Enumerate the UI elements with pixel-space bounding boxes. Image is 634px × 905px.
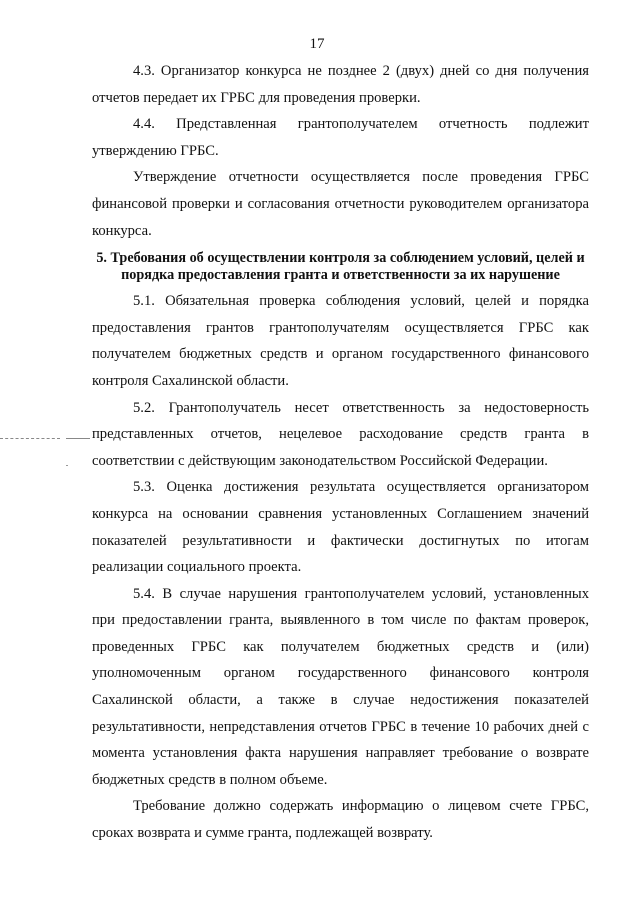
paragraph-5-4: 5.4. В случае нарушения грантополучателем условий, установленных при предоставлении гранта, выявленного в том числе по фактам проверок, проведенных ГРБС как получателем бюджетных средств и (или) уполномоченным органом государственного финансового контроля Сахалинской области, а также в случае недостижения показателей результативности, непредставления отчетов ГРБС в течение 10 рабочих дней с момента установления факта нарушения направляет требование о возврате бюджетных средств в полном объеме. (92, 585, 589, 788)
page-number: 17 (309, 36, 325, 52)
paragraph-approval: Утверждение отчетности осуществляется после проведения ГРБС финансовой проверки и согласования отчетности руководителем организатора конкурса. (92, 169, 589, 239)
paragraph-4-3: 4.3. Организатор конкурса не позднее 2 (двух) дней со дня получения отчетов передает их ГРБС для проведения проверки. (92, 63, 589, 106)
document-body (92, 58, 589, 847)
paragraph-requirement: Требование должно содержать информацию о лицевом счете ГРБС, сроках возврата и сумме гранта, подлежащей возврату. (92, 798, 589, 842)
paragraph-5-2: 5.2. Грантополучатель несет ответственность за недостоверность представленных отчетов, нецелевое расходование средств гранта в соответствии с действующим законодательством Российской Федерации. (92, 399, 589, 469)
scan-artifact-line (0, 438, 60, 439)
section-5-heading: 5. Требования об осуществлении контроля за соблюдением условий, целей и порядка предоставления гранта и ответственности за их нарушение (96, 250, 585, 284)
scan-artifact-dot (66, 465, 68, 466)
paragraph-4-4: 4.4. Представленная грантополучателем отчетность подлежит утверждению ГРБС. (92, 116, 589, 159)
paragraph-5-1: 5.1. Обязательная проверка соблюдения условий, целей и порядка предоставления грантов грантополучателям осуществляется ГРБС как получателем бюджетных средств и органом государственного финансового контроля Сахалинской области. (92, 293, 589, 389)
paragraph-5-3: 5.3. Оценка достижения результата осуществляется организатором конкурса на основании сравнения установленных Соглашением значений показателей результативности и фактически достигнутых по итогам реализации социального проекта. (92, 479, 589, 576)
scan-artifact-line (66, 438, 90, 439)
